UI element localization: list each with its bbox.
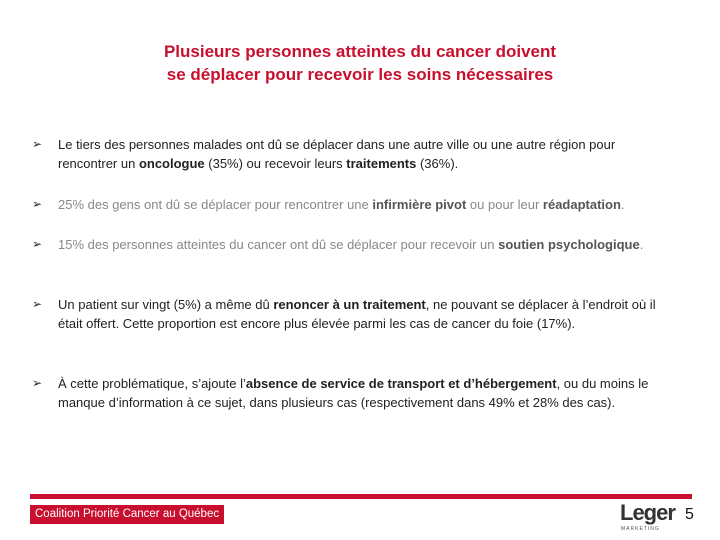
bullet-item bbox=[32, 374, 676, 412]
logo-subtext: MARKETING bbox=[621, 526, 660, 532]
footer-divider bbox=[30, 494, 692, 499]
arrow-bullet-icon: ➢ bbox=[32, 137, 43, 151]
logo-wordmark: Leger bbox=[620, 500, 675, 525]
slide-title bbox=[0, 40, 720, 86]
organization-label: Coalition Priorité Cancer au Québec bbox=[30, 505, 224, 524]
leger-logo bbox=[620, 500, 680, 534]
bullet-text: 15% des personnes atteintes du cancer ont dû se déplacer pour recevoir un soutien psychologique. bbox=[58, 237, 644, 252]
bullet-item bbox=[32, 295, 676, 333]
bullet-item bbox=[32, 235, 676, 254]
slide-title-line-2: se déplacer pour recevoir les soins nécessaires bbox=[166, 65, 554, 84]
bullet-item bbox=[32, 195, 676, 214]
bullet-text: Le tiers des personnes malades ont dû se déplacer dans une autre ville ou une autre région pour rencontrer un oncologue (35%) ou recevoir leurs traitements (36%). bbox=[58, 137, 616, 171]
arrow-bullet-icon: ➢ bbox=[32, 237, 43, 251]
bullet-text: Un patient sur vingt (5%) a même dû renoncer à un traitement, ne pouvant se déplacer à l’endroit où il était offert. Cette proportion est encore plus élevée parmi les cas de cancer du foie (17%). bbox=[58, 297, 656, 331]
arrow-bullet-icon: ➢ bbox=[32, 297, 43, 311]
slide-title-line-1: Plusieurs personnes atteintes du cancer doivent bbox=[163, 42, 557, 61]
bullet-item bbox=[32, 135, 676, 173]
arrow-bullet-icon: ➢ bbox=[32, 376, 43, 390]
arrow-bullet-icon: ➢ bbox=[32, 197, 43, 211]
bullet-text: À cette problématique, s’ajoute l’absence de service de transport et d’hébergement, ou du moins le manque d’information à ce sujet, dans plusieurs cas (respectivement dans 49% et 28% des cas). bbox=[58, 376, 649, 410]
page-number: 5 bbox=[685, 506, 694, 523]
bullet-text: 25% des gens ont dû se déplacer pour rencontrer une infirmière pivot ou pour leur réadaptation. bbox=[58, 197, 625, 212]
